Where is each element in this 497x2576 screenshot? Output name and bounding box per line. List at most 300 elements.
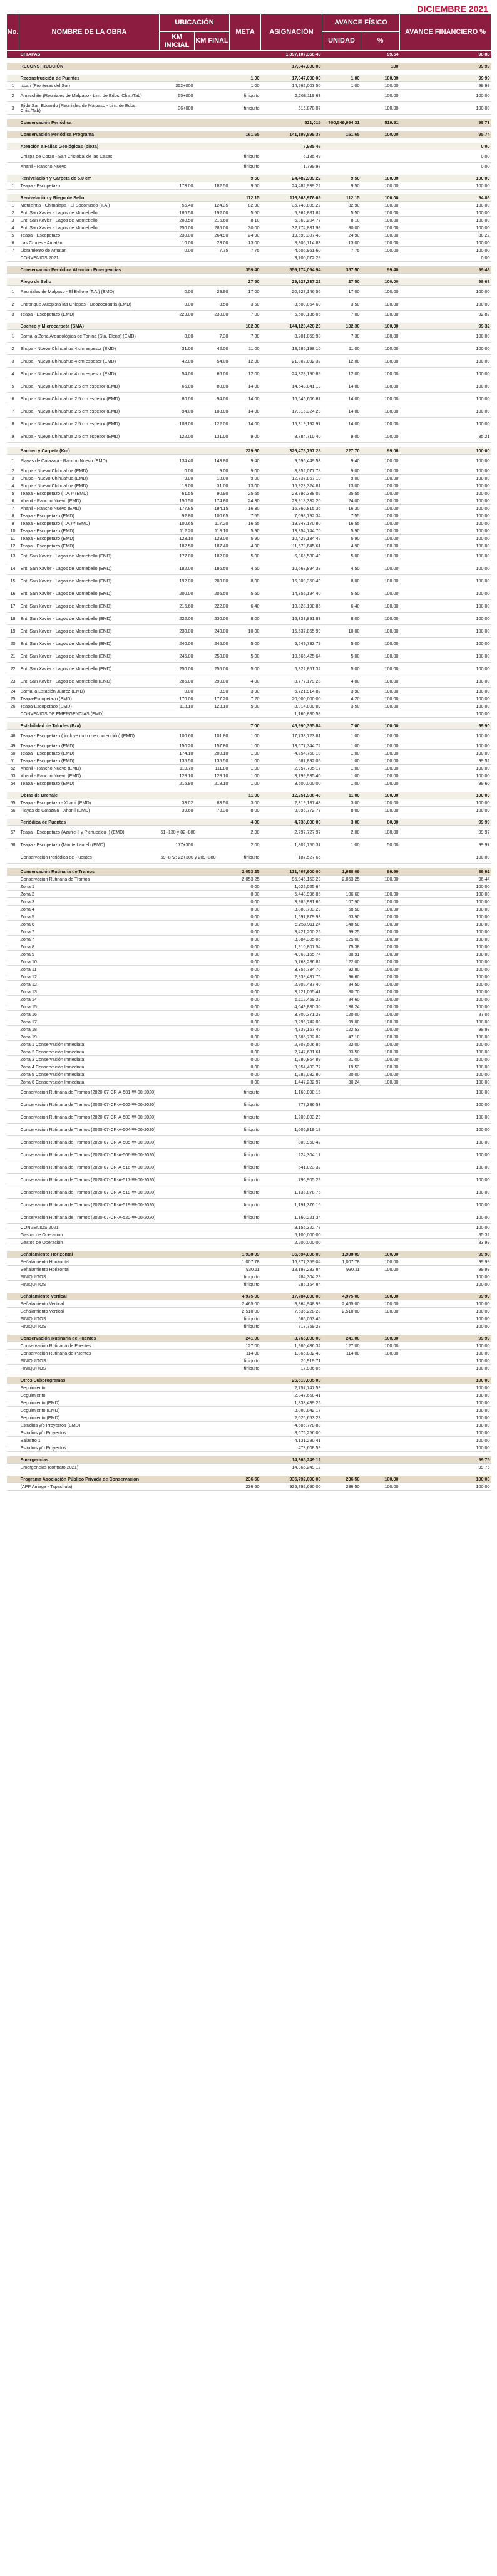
unidad — [322, 1111, 361, 1124]
meta — [230, 138, 261, 143]
km-inicial: 215.60 — [160, 600, 195, 613]
avance-financiero: 100.00 — [400, 807, 491, 814]
unidad: 30.00 — [322, 224, 361, 232]
work-name: Zona 5 Conservación Inmediata — [19, 1071, 160, 1079]
km-final: 3.50 — [195, 298, 230, 311]
table-row — [7, 380, 491, 393]
work-name — [19, 318, 160, 323]
work-name: Teapa - Escopetazo (Monte Laurel) (EMD) — [19, 839, 160, 851]
work-name: Playas de Catazaja - Xhanil (EMD) — [19, 807, 160, 814]
avance-pct — [361, 150, 400, 163]
meta: 1.00 — [230, 750, 261, 757]
avance-financiero: 99.99 — [400, 1258, 491, 1266]
row-number — [7, 1149, 19, 1161]
row-number — [7, 868, 19, 876]
work-name: Zona 11 — [19, 966, 160, 973]
meta: 236.50 — [230, 1483, 261, 1491]
km-final: 111.80 — [195, 765, 230, 772]
meta: finiquito — [230, 1149, 261, 1161]
avance-financiero: 99.99 — [400, 819, 491, 826]
unidad — [322, 1377, 361, 1384]
asignacion — [261, 262, 322, 267]
row-number: 9 — [7, 430, 19, 443]
avance-pct: 100.00 — [361, 224, 400, 232]
avance-financiero: 100.00 — [400, 1300, 491, 1308]
avance-pct: 100.00 — [361, 1063, 400, 1071]
meta: finiquito — [230, 1136, 261, 1149]
meta: 8.00 — [230, 613, 261, 625]
table-row — [7, 1483, 491, 1491]
km-inicial — [160, 1315, 195, 1323]
col-pct: % — [361, 32, 400, 51]
work-name: Zona 2 — [19, 891, 160, 898]
row-number: 49 — [7, 742, 19, 750]
avance-pct: 100.00 — [361, 1342, 400, 1350]
km-inicial: 135.50 — [160, 757, 195, 765]
row-number — [7, 1063, 19, 1071]
asignacion: 6,185.49 — [261, 150, 322, 163]
km-final — [195, 1476, 230, 1483]
table-row — [7, 224, 491, 232]
work-name: Gastos de Operación — [19, 1239, 160, 1246]
meta: 0.00 — [230, 906, 261, 913]
table-row — [7, 1018, 491, 1026]
meta: 7.55 — [230, 512, 261, 520]
work-name: Shupa - Nuevo Chihuahua 2.5 cm espesor (EMD) — [19, 430, 160, 443]
work-name: Zona 16 — [19, 1011, 160, 1018]
meta: finiquito — [230, 1315, 261, 1323]
row-number: 4 — [7, 482, 19, 490]
km-inicial — [160, 1239, 195, 1246]
unidad — [322, 1239, 361, 1246]
unidad: 16.30 — [322, 505, 361, 512]
avance-financiero — [400, 1471, 491, 1476]
meta: 1,938.09 — [230, 1251, 261, 1258]
row-number: 14 — [7, 562, 19, 575]
unidad — [322, 710, 361, 718]
avance-pct — [361, 1437, 400, 1444]
work-name: Ent. San Xavier - Lagos de Montebello (EMD) — [19, 587, 160, 600]
avance-pct: 100.00 — [361, 1293, 400, 1300]
km-inicial — [160, 1258, 195, 1266]
avance-pct: 99.40 — [361, 266, 400, 274]
avance-pct: 100.00 — [361, 772, 400, 780]
avance-pct: 100.00 — [361, 323, 400, 330]
work-name: Ent. San Xavier - Lagos de Montebello (EMD) — [19, 613, 160, 625]
meta: 0.00 — [230, 1041, 261, 1048]
km-final: 28.90 — [195, 286, 230, 298]
work-name: Xhanil - Rancho Nuevo (EMD) — [19, 505, 160, 512]
km-inicial — [160, 443, 195, 448]
meta: 8.00 — [230, 575, 261, 587]
avance-pct: 100.00 — [361, 405, 400, 418]
row-number — [7, 1384, 19, 1392]
asignacion: 473,608.59 — [261, 1444, 322, 1452]
unidad — [322, 1357, 361, 1365]
row-spacer — [7, 1330, 491, 1335]
km-inicial: 0.00 — [160, 330, 195, 343]
asignacion: 1,160,221.34 — [261, 1211, 322, 1224]
unidad: 112.15 — [322, 194, 361, 202]
avance-financiero: 100.00 — [400, 239, 491, 247]
km-inicial: 100.60 — [160, 730, 195, 742]
asignacion: 521,015 — [261, 119, 322, 127]
work-name: Conservación Rutinaria de Tramos (2020-07-CR-A-503-W-00-2020) — [19, 1111, 160, 1124]
avance-pct — [361, 1471, 400, 1476]
km-inicial — [160, 127, 195, 132]
unidad: 8.10 — [322, 217, 361, 224]
table-row — [7, 1365, 491, 1372]
row-number — [7, 443, 19, 448]
unidad — [322, 1224, 361, 1231]
row-number — [7, 1246, 19, 1251]
meta: 4.50 — [230, 562, 261, 575]
table-row — [7, 750, 491, 757]
km-inicial — [160, 115, 195, 120]
row-number — [7, 951, 19, 958]
km-inicial — [160, 1308, 195, 1315]
table-row — [7, 1099, 491, 1111]
table-row — [7, 1323, 491, 1330]
km-final — [195, 1011, 230, 1018]
km-final: 218.10 — [195, 780, 230, 787]
unidad: 99.25 — [322, 928, 361, 936]
unidad: 930.11 — [322, 1266, 361, 1273]
meta: 0.00 — [230, 966, 261, 973]
unidad — [322, 1315, 361, 1323]
avance-pct: 100.00 — [361, 943, 400, 951]
work-name: Ent. San Xavier - Lagos de Montebello (EMD) — [19, 575, 160, 587]
avance-pct: 100.00 — [361, 703, 400, 710]
asignacion: 4,254,750.19 — [261, 750, 322, 757]
unidad — [322, 787, 361, 792]
row-number — [7, 1422, 19, 1429]
row-number: 2 — [7, 343, 19, 355]
row-spacer — [7, 127, 491, 132]
asignacion — [261, 170, 322, 175]
unidad: 357.50 — [322, 266, 361, 274]
km-final — [195, 898, 230, 906]
unidad: 21.00 — [322, 1056, 361, 1063]
meta: finiquito — [230, 1199, 261, 1211]
asignacion: 19,943,170.80 — [261, 520, 322, 527]
km-final: 118.10 — [195, 527, 230, 535]
avance-pct: 80.00 — [361, 819, 400, 826]
row-number — [7, 1056, 19, 1063]
work-name: FINIQUITOS — [19, 1273, 160, 1281]
meta: 3.90 — [230, 688, 261, 695]
asignacion: 8,777,179.28 — [261, 675, 322, 688]
avance-pct: 100.00 — [361, 966, 400, 973]
asignacion: 5,763,286.82 — [261, 958, 322, 966]
row-number — [7, 1033, 19, 1041]
asignacion: 21,802,092.32 — [261, 355, 322, 368]
unidad — [322, 814, 361, 819]
meta: 5.50 — [230, 209, 261, 217]
work-name: Estudios y/o Proyectos — [19, 1429, 160, 1437]
km-final — [195, 90, 230, 102]
work-name: Libramiento de Amatán — [19, 247, 160, 254]
avance-financiero: 100.00 — [400, 600, 491, 613]
avance-pct: 100.00 — [361, 675, 400, 688]
work-name: Zona 19 — [19, 1033, 160, 1041]
unidad — [322, 1330, 361, 1335]
km-inicial — [160, 75, 195, 82]
avance-financiero: 99.98 — [400, 1026, 491, 1033]
avance-pct — [361, 254, 400, 262]
work-name — [19, 170, 160, 175]
km-inicial: 61+130 y 82+800 — [160, 826, 195, 839]
work-name: Ejido San Eduardo (Reuniales de Malpaso - Lim. de Edos. Chis./Tab) — [19, 102, 160, 115]
unidad: 30.24 — [322, 1079, 361, 1086]
meta: 241.00 — [230, 1335, 261, 1342]
km-final — [195, 1111, 230, 1124]
meta: 14.00 — [230, 405, 261, 418]
avance-pct: 100.00 — [361, 650, 400, 663]
avance-financiero: 100.00 — [400, 1437, 491, 1444]
km-final — [195, 787, 230, 792]
asignacion: 10,566,425.64 — [261, 650, 322, 663]
asignacion: 19,599,307.43 — [261, 232, 322, 239]
km-inicial — [160, 1003, 195, 1011]
unidad — [322, 115, 361, 120]
unidad — [322, 1422, 361, 1429]
avance-financiero: 100.00 — [400, 1365, 491, 1372]
row-number: 11 — [7, 535, 19, 542]
asignacion: 14,365,249.12 — [261, 1464, 322, 1471]
km-final — [195, 1041, 230, 1048]
meta: 0.00 — [230, 1018, 261, 1026]
meta: 8.10 — [230, 217, 261, 224]
meta: finiquito — [230, 1099, 261, 1111]
meta: 16.55 — [230, 520, 261, 527]
row-number — [7, 973, 19, 981]
table-row — [7, 792, 491, 799]
km-inicial — [160, 921, 195, 928]
meta — [230, 1437, 261, 1444]
avance-financiero: 100.00 — [400, 1384, 491, 1392]
asignacion: 2,268,119.63 — [261, 90, 322, 102]
table-row — [7, 638, 491, 650]
work-name: Conservación Rutinaria de Tramos (2020-07-CR-A-505-W-00-2020) — [19, 1136, 160, 1149]
km-final — [195, 1281, 230, 1288]
km-inicial — [160, 891, 195, 898]
avance-pct: 100.00 — [361, 1041, 400, 1048]
table-row — [7, 163, 491, 170]
km-final — [195, 864, 230, 869]
work-name: Ent. San Xavier - Lagos de Montebello — [19, 209, 160, 217]
km-inicial — [160, 958, 195, 966]
avance-financiero: 100.00 — [400, 490, 491, 497]
work-name: Zona 10 — [19, 958, 160, 966]
avance-financiero: 100.00 — [400, 638, 491, 650]
km-final: 182.00 — [195, 550, 230, 562]
avance-financiero: 100.00 — [400, 380, 491, 393]
km-final — [195, 1124, 230, 1136]
km-final: 101.80 — [195, 730, 230, 742]
km-final — [195, 119, 230, 127]
table-row — [7, 1231, 491, 1239]
meta — [230, 1414, 261, 1422]
table-row — [7, 1399, 491, 1407]
unidad — [322, 864, 361, 869]
row-number: 4 — [7, 368, 19, 380]
km-final — [195, 1018, 230, 1026]
km-inicial — [160, 194, 195, 202]
meta: 25.55 — [230, 490, 261, 497]
unidad: 14.00 — [322, 405, 361, 418]
row-number — [7, 1452, 19, 1457]
km-final — [195, 1161, 230, 1174]
work-name: CONVENIOS 2021 — [19, 254, 160, 262]
km-inicial — [160, 906, 195, 913]
avance-pct: 100.00 — [361, 535, 400, 542]
row-number: 1 — [7, 455, 19, 467]
row-number: 10 — [7, 527, 19, 535]
avance-financiero: 100.00 — [400, 520, 491, 527]
row-number: 3 — [7, 102, 19, 115]
meta — [230, 1231, 261, 1239]
km-final: 240.00 — [195, 625, 230, 638]
table-row — [7, 393, 491, 405]
unidad: 16.55 — [322, 520, 361, 527]
asignacion: 3,585,782.82 — [261, 1033, 322, 1041]
km-inicial — [160, 1372, 195, 1377]
avance-pct: 100.00 — [361, 102, 400, 115]
work-name: Shupa - Nuevo Chihuahua 2.5 cm espesor (EMD) — [19, 405, 160, 418]
meta: 930.11 — [230, 1266, 261, 1273]
table-row — [7, 475, 491, 482]
km-inicial — [160, 1335, 195, 1342]
work-name: Conservación Rutinaria de Puentes — [19, 1350, 160, 1357]
work-name: Teapa - Escopetazo (EMD) — [19, 780, 160, 787]
meta: 5.90 — [230, 535, 261, 542]
asignacion — [261, 864, 322, 869]
asignacion: 1,897,107,358.49 — [261, 51, 322, 58]
row-spacer — [7, 1471, 491, 1476]
km-final — [195, 1471, 230, 1476]
unidad — [322, 262, 361, 267]
asignacion: 516,878.07 — [261, 102, 322, 115]
meta: 0.00 — [230, 943, 261, 951]
meta — [230, 70, 261, 75]
meta: finiquito — [230, 1211, 261, 1224]
km-final — [195, 63, 230, 70]
avance-pct: 100.00 — [361, 695, 400, 703]
row-number — [7, 1266, 19, 1273]
row-number — [7, 143, 19, 150]
unidad: 5.00 — [322, 550, 361, 562]
asignacion: 6,865,580.49 — [261, 550, 322, 562]
km-inicial: 54.00 — [160, 368, 195, 380]
unidad: 13.00 — [322, 239, 361, 247]
table-row — [7, 996, 491, 1003]
km-inicial: 55.40 — [160, 202, 195, 209]
unidad: 8.00 — [322, 807, 361, 814]
avance-pct: 100.00 — [361, 996, 400, 1003]
asignacion: 20,919.71 — [261, 1357, 322, 1365]
meta — [230, 718, 261, 723]
km-inicial — [160, 1048, 195, 1056]
work-name: Estabilidad de Taludes (Pza) — [19, 722, 160, 730]
table-row — [7, 63, 491, 70]
table-row — [7, 1079, 491, 1086]
asignacion: 1,910,807.54 — [261, 943, 322, 951]
km-final — [195, 1300, 230, 1308]
unidad: 107.90 — [322, 898, 361, 906]
work-name: Zona 3 Conservación Inmediata — [19, 1056, 160, 1063]
asignacion: 4,049,880.30 — [261, 1003, 322, 1011]
avance-financiero: 100.00 — [400, 1111, 491, 1124]
unidad: 5.00 — [322, 650, 361, 663]
row-number — [7, 278, 19, 286]
table-row — [7, 505, 491, 512]
avance-financiero: 100.00 — [400, 505, 491, 512]
km-inicial — [160, 1330, 195, 1335]
unidad — [322, 1086, 361, 1099]
work-name: Teapa - Escopetazo — [19, 232, 160, 239]
table-row — [7, 958, 491, 966]
avance-financiero: 99.97 — [400, 826, 491, 839]
km-inicial — [160, 1111, 195, 1124]
km-final — [195, 943, 230, 951]
row-number — [7, 1308, 19, 1315]
km-final — [195, 868, 230, 876]
km-final — [195, 1392, 230, 1399]
km-inicial: 134.40 — [160, 455, 195, 467]
avance-financiero: 100.00 — [400, 542, 491, 550]
row-number: 6 — [7, 393, 19, 405]
asignacion: 5,448,996.86 — [261, 891, 322, 898]
km-final — [195, 710, 230, 718]
meta: 102.30 — [230, 323, 261, 330]
unidad: 12.00 — [322, 355, 361, 368]
avance-financiero: 94.86 — [400, 194, 491, 202]
table-row — [7, 851, 491, 864]
row-number — [7, 718, 19, 723]
avance-financiero: 100.00 — [400, 625, 491, 638]
avance-pct — [361, 1464, 400, 1471]
row-number — [7, 1251, 19, 1258]
col-avance-fisico: AVANCE FÍSICO — [322, 14, 400, 32]
row-number: 12 — [7, 542, 19, 550]
km-inicial — [160, 1199, 195, 1211]
work-name: Zona 4 Conservación Inmediata — [19, 1063, 160, 1071]
work-name — [19, 262, 160, 267]
row-number: 7 — [7, 247, 19, 254]
avance-financiero: 100.00 — [400, 405, 491, 418]
asignacion: 1,280,864.89 — [261, 1056, 322, 1063]
row-number — [7, 1464, 19, 1471]
km-final: 215.60 — [195, 217, 230, 224]
asignacion: 8,676,256.00 — [261, 1429, 322, 1437]
table-row — [7, 663, 491, 675]
km-inicial: 69+872; 22+300 y 209+380 — [160, 851, 195, 864]
work-name: Ent. San Xavier - Lagos de Montebello (EMD) — [19, 650, 160, 663]
unidad: 5.00 — [322, 638, 361, 650]
avance-pct: 100.00 — [361, 380, 400, 393]
avance-pct: 100.00 — [361, 973, 400, 981]
avance-pct — [361, 1161, 400, 1174]
row-number: 8 — [7, 418, 19, 430]
avance-financiero: 100.00 — [400, 298, 491, 311]
avance-pct — [361, 1422, 400, 1429]
avance-financiero: 100.00 — [400, 1174, 491, 1186]
avance-pct — [361, 883, 400, 891]
avance-pct — [361, 1456, 400, 1464]
avance-pct: 100.00 — [361, 1011, 400, 1018]
unidad: 4.90 — [322, 542, 361, 550]
